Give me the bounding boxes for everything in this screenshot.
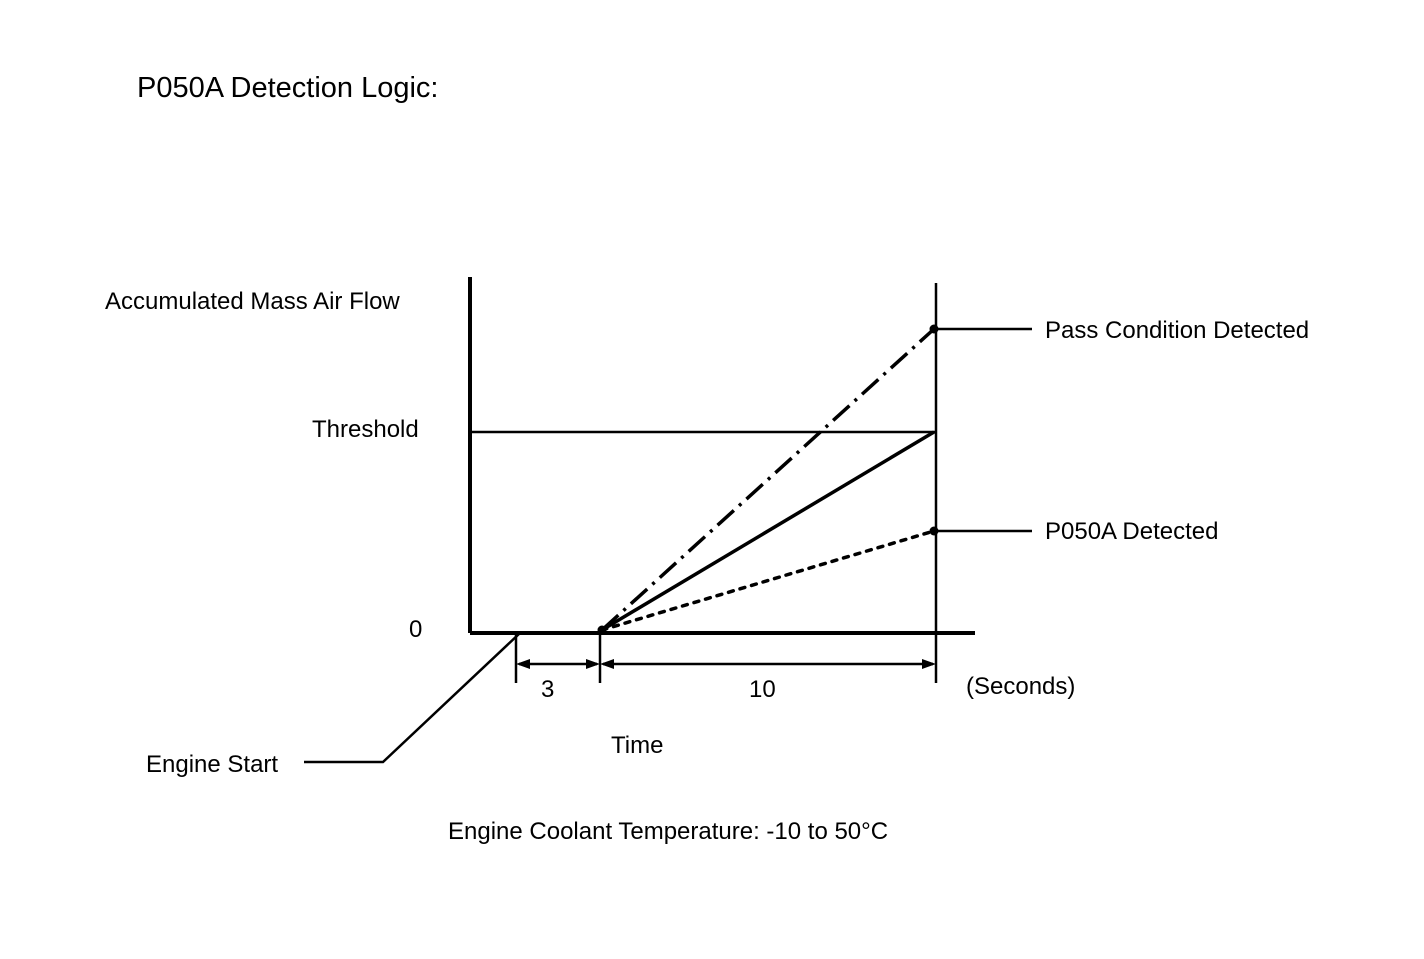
y-axis-label: Accumulated Mass Air Flow: [105, 288, 400, 315]
engine-start-leader: [304, 633, 520, 762]
interval-10-label: 10: [749, 676, 776, 703]
p050a-trace: [602, 531, 934, 630]
pass-condition-label: Pass Condition Detected: [1045, 317, 1310, 344]
coolant-condition-label: Engine Coolant Temperature: -10 to 50°C: [448, 818, 889, 845]
interval-3-label: 3: [541, 676, 555, 703]
x-axis-units-label: (Seconds): [966, 673, 1076, 700]
p050a-detected-label: P050A Detected: [1045, 518, 1219, 545]
engine-start-label: Engine Start: [146, 751, 279, 778]
dimension-10-seconds: [600, 659, 936, 669]
origin-label: 0: [409, 616, 423, 643]
x-axis-label: Time: [611, 732, 664, 759]
threshold-label: Threshold: [312, 416, 419, 443]
pass-condition-trace: [602, 329, 934, 630]
dimension-3-seconds: [516, 659, 600, 669]
threshold-trace: [602, 432, 934, 630]
page-title: P050A Detection Logic:: [137, 72, 439, 104]
